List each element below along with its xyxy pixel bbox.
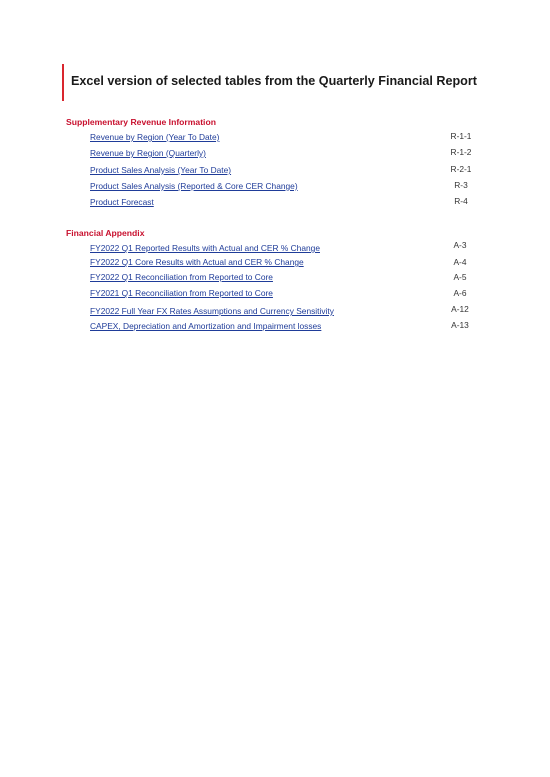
page-title: Excel version of selected tables from the Quarterly Financial Report	[71, 74, 477, 88]
table-row	[0, 320, 550, 334]
link-product-sales-analysis-ytd[interactable]: Product Sales Analysis (Year To Date)	[90, 165, 232, 175]
section-heading-supplementary-revenue: Supplementary Revenue Information	[66, 117, 216, 127]
link-fy2021-q1-reconciliation[interactable]: FY2021 Q1 Reconciliation from Reported to Core	[90, 288, 273, 298]
link-fy2022-q1-core-results[interactable]: FY2022 Q1 Core Results with Actual and CER % Change	[90, 257, 304, 267]
table-row	[0, 242, 550, 256]
reference-code: A-12	[451, 304, 469, 314]
link-capex-depreciation-amortization[interactable]: CAPEX, Depreciation and Amortization and Impairment losses	[90, 321, 322, 331]
reference-code: A-6	[453, 288, 467, 298]
link-product-forecast[interactable]: Product Forecast	[90, 197, 154, 207]
link-product-sales-analysis-cer[interactable]: Product Sales Analysis (Reported & Core CER Change)	[90, 181, 298, 191]
reference-code: A-3	[453, 240, 467, 250]
reference-code: A-4	[453, 257, 467, 267]
reference-code: A-13	[451, 320, 469, 330]
reference-code: R-1-2	[450, 147, 472, 157]
table-row	[0, 147, 550, 161]
table-row	[0, 271, 550, 285]
table-row	[0, 256, 550, 270]
title-accent-bar	[62, 64, 64, 101]
reference-code: R-2-1	[450, 164, 472, 174]
section-heading-financial-appendix: Financial Appendix	[66, 228, 145, 238]
reference-code: A-5	[453, 272, 467, 282]
table-row	[0, 164, 550, 178]
link-revenue-by-region-ytd[interactable]: Revenue by Region (Year To Date)	[90, 132, 220, 142]
link-fy2022-q1-reported-results[interactable]: FY2022 Q1 Reported Results with Actual and CER % Change	[90, 243, 320, 253]
table-row	[0, 305, 550, 319]
table-row	[0, 287, 550, 301]
link-fy2022-fx-rates[interactable]: FY2022 Full Year FX Rates Assumptions and Currency Sensitivity	[90, 306, 334, 316]
reference-code: R-1-1	[450, 131, 472, 141]
link-revenue-by-region-quarterly[interactable]: Revenue by Region (Quarterly)	[90, 148, 206, 158]
table-row	[0, 180, 550, 194]
link-fy2022-q1-reconciliation[interactable]: FY2022 Q1 Reconciliation from Reported to Core	[90, 272, 273, 282]
table-row	[0, 131, 550, 145]
table-row	[0, 196, 550, 210]
reference-code: R-3	[454, 180, 468, 190]
reference-code: R-4	[454, 196, 468, 206]
